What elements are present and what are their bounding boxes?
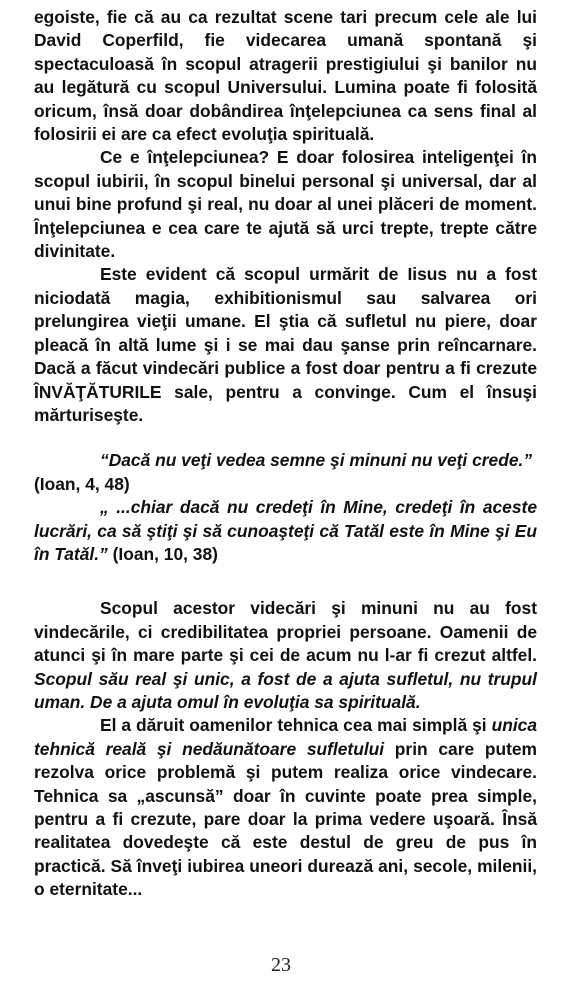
paragraph-1: egoiste, fie că au ca rezultat scene tari precum cele ale lui David Coperfild, fie videcarea umană spontană şi spectaculoasă în scopul atragerii prestigiului şi banilor nu au legătură cu scopul Universului. Lumina poate fi folosită oricum, însă doar dobândirea înţelepciunea ca sens final al folosirii ei are ca efect evoluţia spirituală. (34, 7, 537, 145)
paragraph-3: Este evident că scopul urmărit de Iisus nu a fost niciodată magia, exhibitionismul sau salvarea ori prelungirea vieţii umane. El ştia că sufletul nu piere, doar pleacă în altă lume şi i se mai dau şanse prin reîncarnare. Dacă a făcut vindecări publice a fost doar pentru a fi crezute ÎNVĂŢĂTURILE sale, pentru a convinge. Cum el însuşi mărturiseşte. (34, 264, 537, 425)
paragraph-5-text-a: El a dăruit oamenilor tehnica cea mai simplă şi (100, 715, 492, 736)
paragraph-2: Ce e înţelepciunea? E doar folosirea inteligenţei în scopul iubirii, în scopul binelui personal şi universal, dar al unui bine profund şi real, nu doar al unei plăceri de moment. Înţelepciunea e cea care te ajută să urci trepte, trepte către divinitate. (34, 147, 537, 262)
page-number: 23 (271, 954, 291, 976)
quote-2-reference: (Ioan, 10, 38) (107, 543, 218, 564)
quote-1-text: “Dacă nu veţi vedea semne şi minuni nu veţi crede.” (100, 450, 533, 471)
paragraph-5-text-b: prin care putem rezolva orice problemă şi putem realiza orice vindecare. Tehnica sa „ascunsă” doar în cuvinte poate prea simple, pentru a fi crezute, pare doar la prima vedere uşoară. Însă realitatea dovedeşte că este destul de greu de pus în practică. Să înveţi iubirea uneori durează ani, secole, milenii, o eternitate... (34, 738, 537, 900)
paragraph-4 (34, 597, 537, 714)
paragraph-4-text: Scopul acestor videcări şi minuni nu au fost vindecările, ci credibilitatea propriei persoane. Oamenii de atunci şi în mare parte şi cei de acum nu l-ar fi crezut altfel. (34, 598, 537, 666)
page-body (34, 6, 537, 902)
paragraph-5 (34, 714, 537, 901)
quote-2 (34, 496, 537, 566)
quote-1 (34, 449, 537, 472)
quote-1-reference: (Ioan, 4, 48) (34, 473, 130, 494)
quote-2-text: „ ...chiar dacă nu credeţi în Mine, credeţi în aceste lucrări, ca să ştiţi şi să cunoaşteţi că Tatăl este în Mine şi Eu în Tatăl.” (34, 497, 537, 564)
paragraph-4-italic: Scopul său real şi unic, a fost de a ajuta sufletul, nu trupul uman. De a ajuta omul în evoluţia sa spirituală. (34, 668, 537, 712)
paragraph-5-italic: unica tehnică reală şi nedăunătoare sufletului (34, 715, 537, 759)
